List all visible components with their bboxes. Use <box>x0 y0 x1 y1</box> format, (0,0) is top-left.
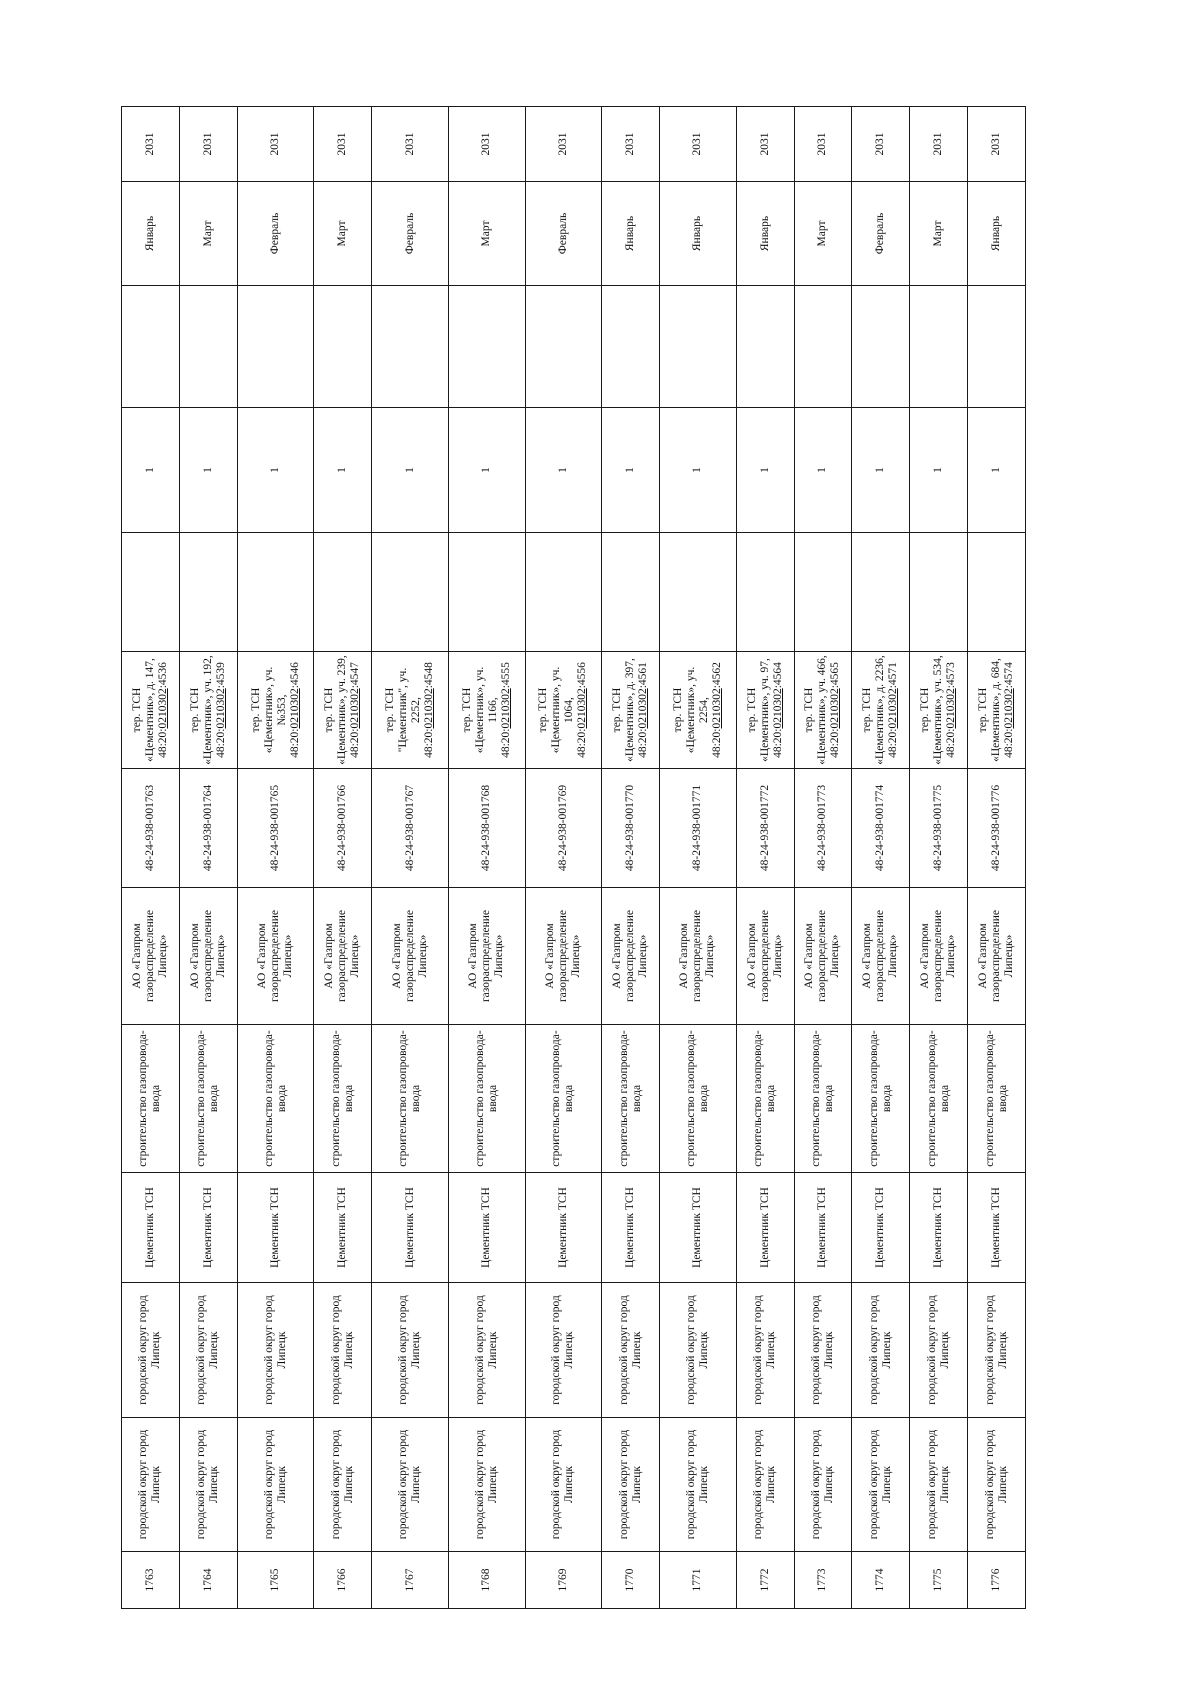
year-cell: 2031 <box>794 107 852 182</box>
address-text: тер. ТСН «Цементник», уч. 192, <box>188 655 214 765</box>
object-code: 48-24-938-001768 <box>480 784 493 872</box>
empty-cell <box>794 286 852 408</box>
organization-cell: АО «Газпром газораспределение Липецк» <box>852 888 910 1025</box>
empty-cell <box>525 533 602 652</box>
cadastral-prefix: 48:20: <box>156 728 169 758</box>
table-row <box>179 107 237 1609</box>
empty-cell <box>852 286 910 408</box>
municipality-cell: городской округ город Липецк <box>602 1283 660 1418</box>
month-cell: Март <box>910 182 968 286</box>
organization-cell: АО «Газпром газораспределение Липецк» <box>314 888 372 1025</box>
cadastral-number <box>637 662 649 758</box>
object-code-cell <box>736 769 794 888</box>
row-number-cell: 1772 <box>736 1552 794 1609</box>
municipality-cell: городской округ город Липецк <box>852 1283 910 1418</box>
cadastral-number <box>772 662 784 758</box>
work-type-cell: строительство газопровода-ввода <box>372 1025 449 1173</box>
work-type-cell: строительство газопровода-ввода <box>794 1025 852 1173</box>
object-code-cell <box>852 769 910 888</box>
empty-cell <box>179 286 237 408</box>
municipal-district-cell: городской округ город Липецк <box>179 1418 237 1552</box>
municipal-district-cell: городской округ город Липецк <box>736 1418 794 1552</box>
organization-cell: АО «Газпром газораспределение Липецк» <box>736 888 794 1025</box>
object-code: 48-24-938-001766 <box>336 784 349 872</box>
empty-cell <box>237 533 314 652</box>
cadastral-number <box>576 662 588 758</box>
row-number-cell: 1764 <box>179 1552 237 1609</box>
table-row <box>448 107 525 1609</box>
settlement-cell: Цементник ТСН <box>910 1173 968 1283</box>
empty-cell <box>910 533 968 652</box>
work-type-cell: строительство газопровода-ввода <box>525 1025 602 1173</box>
cadastral-block: 0210302 <box>887 688 900 729</box>
table-row <box>794 107 852 1609</box>
municipality-cell: городской округ город Липецк <box>525 1283 602 1418</box>
year-cell: 2031 <box>448 107 525 182</box>
row-number-cell: 1771 <box>660 1552 737 1609</box>
cadastral-prefix: 48:20: <box>349 728 362 758</box>
empty-cell <box>968 533 1026 652</box>
year-cell: 2031 <box>372 107 449 182</box>
cadastral-suffix: :4571 <box>887 662 900 689</box>
address-text: тер. ТСН «Цементник», уч. 2254, <box>671 666 710 754</box>
month-cell: Январь <box>968 182 1026 286</box>
settlement-cell: Цементник ТСН <box>448 1173 525 1283</box>
address-text: тер. ТСН "Цементник", уч. 2252, <box>384 667 423 753</box>
municipality-cell: городской округ город Липецк <box>910 1283 968 1418</box>
row-number-cell: 1769 <box>525 1552 602 1609</box>
object-code: 48-24-938-001763 <box>143 784 156 872</box>
year-cell: 2031 <box>910 107 968 182</box>
municipal-district-cell: городской округ город Липецк <box>448 1418 525 1552</box>
cadastral-prefix: 48:20: <box>214 728 227 758</box>
address-cell <box>910 652 968 769</box>
address-cell <box>122 652 180 769</box>
address-cell <box>794 652 852 769</box>
cadastral-number <box>1003 662 1015 758</box>
organization-cell: АО «Газпром газораспределение Липецк» <box>372 888 449 1025</box>
empty-cell <box>910 286 968 408</box>
empty-cell <box>602 286 660 408</box>
cadastral-suffix: :4539 <box>214 662 227 689</box>
settlement-cell: Цементник ТСН <box>852 1173 910 1283</box>
table-row <box>602 107 660 1609</box>
table-row <box>852 107 910 1609</box>
municipality-cell: городской округ город Липецк <box>448 1283 525 1418</box>
organization-cell: АО «Газпром газораспределение Липецк» <box>179 888 237 1025</box>
empty-cell <box>660 533 737 652</box>
cadastral-suffix: :4561 <box>637 662 650 689</box>
organization-cell: АО «Газпром газораспределение Липецк» <box>525 888 602 1025</box>
cadastral-block: 0210302 <box>156 688 169 729</box>
object-code: 48-24-938-001773 <box>816 784 829 872</box>
settlement-cell: Цементник ТСН <box>602 1173 660 1283</box>
work-type-cell: строительство газопровода-ввода <box>314 1025 372 1173</box>
address-text: тер. ТСН «Цементник», д. 147, <box>130 658 156 762</box>
empty-cell <box>968 286 1026 408</box>
empty-cell <box>314 533 372 652</box>
settlement-cell: Цементник ТСН <box>122 1173 180 1283</box>
table-body <box>122 107 1026 1609</box>
table-row <box>314 107 372 1609</box>
quantity-cell: 1 <box>525 408 602 533</box>
cadastral-suffix: :4573 <box>945 662 958 689</box>
address-text: тер. ТСН «Цементник», уч. 1064, <box>537 666 576 754</box>
year-cell: 2031 <box>525 107 602 182</box>
cadastral-prefix: 48:20: <box>710 728 723 758</box>
object-code-cell <box>910 769 968 888</box>
table-row <box>660 107 737 1609</box>
object-code-cell <box>122 769 180 888</box>
row-number-cell: 1776 <box>968 1552 1026 1609</box>
year-cell: 2031 <box>968 107 1026 182</box>
empty-cell <box>314 286 372 408</box>
year-cell: 2031 <box>314 107 372 182</box>
empty-cell <box>794 533 852 652</box>
row-number-cell: 1770 <box>602 1552 660 1609</box>
object-code: 48-24-938-001774 <box>874 784 887 872</box>
row-number-cell: 1767 <box>372 1552 449 1609</box>
address-cell <box>852 652 910 769</box>
object-code: 48-24-938-001764 <box>201 784 214 872</box>
settlement-cell: Цементник ТСН <box>179 1173 237 1283</box>
object-code: 48-24-938-001767 <box>403 784 416 872</box>
object-code-cell <box>314 769 372 888</box>
object-code: 48-24-938-001776 <box>990 784 1003 872</box>
address-cell <box>448 652 525 769</box>
month-cell: Январь <box>736 182 794 286</box>
month-cell: Февраль <box>525 182 602 286</box>
cadastral-suffix: :4555 <box>499 662 512 689</box>
month-cell: Февраль <box>237 182 314 286</box>
municipal-district-cell: городской округ город Липецк <box>372 1418 449 1552</box>
settlement-cell: Цементник ТСН <box>525 1173 602 1283</box>
empty-cell <box>602 533 660 652</box>
municipality-cell: городской округ город Липецк <box>660 1283 737 1418</box>
empty-cell <box>372 286 449 408</box>
month-cell: Февраль <box>372 182 449 286</box>
cadastral-suffix: :4546 <box>288 662 301 689</box>
year-cell: 2031 <box>179 107 237 182</box>
month-cell: Март <box>794 182 852 286</box>
address-text: тер. ТСН «Цементник», уч. 534, <box>919 655 945 765</box>
cadastral-number <box>215 662 227 758</box>
cadastral-block: 0210302 <box>349 688 362 729</box>
cadastral-number <box>500 662 512 758</box>
work-type-cell: строительство газопровода-ввода <box>602 1025 660 1173</box>
row-number-cell: 1766 <box>314 1552 372 1609</box>
month-cell: Март <box>314 182 372 286</box>
settlement-cell: Цементник ТСН <box>794 1173 852 1283</box>
table-row <box>122 107 180 1609</box>
cadastral-block: 0210302 <box>637 688 650 729</box>
year-cell: 2031 <box>602 107 660 182</box>
address-cell <box>372 652 449 769</box>
address-cell <box>525 652 602 769</box>
cadastral-block: 0210302 <box>945 688 958 729</box>
cadastral-suffix: :4547 <box>349 662 362 689</box>
object-code-cell <box>179 769 237 888</box>
settlement-cell: Цементник ТСН <box>372 1173 449 1283</box>
object-code: 48-24-938-001765 <box>269 784 282 872</box>
table-row <box>736 107 794 1609</box>
address-text: тер. ТСН «Цементник», д. 684, <box>977 658 1003 762</box>
cadastral-block: 0210302 <box>499 688 512 729</box>
object-code-cell <box>237 769 314 888</box>
month-cell: Январь <box>122 182 180 286</box>
cadastral-number <box>289 662 301 758</box>
address-text: тер. ТСН «Цементник», уч. 239, <box>323 655 349 765</box>
cadastral-prefix: 48:20: <box>771 728 784 758</box>
cadastral-number <box>887 662 899 758</box>
cadastral-suffix: :4536 <box>156 662 169 689</box>
address-cell <box>314 652 372 769</box>
organization-cell: АО «Газпром газораспределение Липецк» <box>122 888 180 1025</box>
row-number-cell: 1763 <box>122 1552 180 1609</box>
cadastral-block: 0210302 <box>710 688 723 729</box>
cadastral-block: 0210302 <box>576 688 589 729</box>
cadastral-number <box>157 662 169 758</box>
organization-cell: АО «Газпром газораспределение Липецк» <box>602 888 660 1025</box>
year-cell: 2031 <box>237 107 314 182</box>
quantity-cell: 1 <box>122 408 180 533</box>
table-row <box>968 107 1026 1609</box>
object-code-cell <box>525 769 602 888</box>
municipality-cell: городской округ город Липецк <box>122 1283 180 1418</box>
settlement-cell: Цементник ТСН <box>968 1173 1026 1283</box>
cadastral-block: 0210302 <box>829 688 842 729</box>
cadastral-suffix: :4556 <box>576 662 589 689</box>
organization-cell: АО «Газпром газораспределение Липецк» <box>910 888 968 1025</box>
rotated-table-frame <box>121 132 1026 1609</box>
empty-cell <box>736 533 794 652</box>
quantity-cell: 1 <box>237 408 314 533</box>
work-type-cell: строительство газопровода-ввода <box>122 1025 180 1173</box>
cadastral-prefix: 48:20: <box>637 728 650 758</box>
work-type-cell: строительство газопровода-ввода <box>968 1025 1026 1173</box>
municipal-district-cell: городской округ город Липецк <box>237 1418 314 1552</box>
empty-cell <box>372 533 449 652</box>
address-cell <box>736 652 794 769</box>
address-text: тер. ТСН «Цементник», уч. №353, <box>249 666 288 754</box>
year-cell: 2031 <box>122 107 180 182</box>
row-number-cell: 1773 <box>794 1552 852 1609</box>
row-number-cell: 1765 <box>237 1552 314 1609</box>
object-code: 48-24-938-001771 <box>691 784 704 872</box>
quantity-cell: 1 <box>852 408 910 533</box>
municipal-district-cell: городской округ город Липецк <box>910 1418 968 1552</box>
cadastral-number <box>829 662 841 758</box>
cadastral-suffix: :4574 <box>1003 662 1016 689</box>
cadastral-number <box>423 662 435 758</box>
settlement-cell: Цементник ТСН <box>314 1173 372 1283</box>
municipal-district-cell: городской округ город Липецк <box>968 1418 1026 1552</box>
empty-cell <box>660 286 737 408</box>
cadastral-block: 0210302 <box>771 688 784 729</box>
table-row <box>910 107 968 1609</box>
municipal-district-cell: городской округ город Липецк <box>602 1418 660 1552</box>
work-type-cell: строительство газопровода-ввода <box>736 1025 794 1173</box>
object-code-cell <box>794 769 852 888</box>
object-code: 48-24-938-001770 <box>624 784 637 872</box>
object-code: 48-24-938-001772 <box>758 784 771 872</box>
empty-cell <box>852 533 910 652</box>
table-row <box>525 107 602 1609</box>
year-cell: 2031 <box>736 107 794 182</box>
quantity-cell: 1 <box>602 408 660 533</box>
month-cell: Март <box>448 182 525 286</box>
municipality-cell: городской округ город Липецк <box>736 1283 794 1418</box>
row-number-cell: 1774 <box>852 1552 910 1609</box>
address-cell <box>179 652 237 769</box>
quantity-cell: 1 <box>794 408 852 533</box>
address-text: тер. ТСН «Цементник», д. 2236, <box>861 655 887 765</box>
address-text: тер. ТСН «Цементник», д. 397, <box>611 658 637 762</box>
row-number-cell: 1775 <box>910 1552 968 1609</box>
cadastral-number <box>945 662 957 758</box>
work-type-cell: строительство газопровода-ввода <box>660 1025 737 1173</box>
empty-cell <box>525 286 602 408</box>
address-text: тер. ТСН «Цементник», уч. 1166, <box>460 666 499 754</box>
object-code: 48-24-938-001769 <box>556 784 569 872</box>
empty-cell <box>237 286 314 408</box>
organization-cell: АО «Газпром газораспределение Липецк» <box>794 888 852 1025</box>
cadastral-prefix: 48:20: <box>423 728 436 758</box>
work-type-cell: строительство газопровода-ввода <box>448 1025 525 1173</box>
settlement-cell: Цементник ТСН <box>660 1173 737 1283</box>
cadastral-suffix: :4565 <box>829 662 842 689</box>
cadastral-prefix: 48:20: <box>887 728 900 758</box>
gas-connection-register-table <box>121 106 1026 1609</box>
municipal-district-cell: городской округ город Липецк <box>660 1418 737 1552</box>
month-cell: Февраль <box>852 182 910 286</box>
cadastral-block: 0210302 <box>288 688 301 729</box>
organization-cell: АО «Газпром газораспределение Липецк» <box>237 888 314 1025</box>
quantity-cell: 1 <box>660 408 737 533</box>
object-code: 48-24-938-001775 <box>932 784 945 872</box>
year-cell: 2031 <box>852 107 910 182</box>
cadastral-suffix: :4548 <box>423 662 436 689</box>
address-cell <box>660 652 737 769</box>
municipal-district-cell: городской округ город Липецк <box>525 1418 602 1552</box>
address-text: тер. ТСН «Цементник», уч. 466, <box>803 655 829 765</box>
work-type-cell: строительство газопровода-ввода <box>852 1025 910 1173</box>
empty-cell <box>448 286 525 408</box>
month-cell: Январь <box>660 182 737 286</box>
quantity-cell: 1 <box>372 408 449 533</box>
work-type-cell: строительство газопровода-ввода <box>179 1025 237 1173</box>
organization-cell: АО «Газпром газораспределение Липецк» <box>660 888 737 1025</box>
quantity-cell: 1 <box>968 408 1026 533</box>
address-cell <box>602 652 660 769</box>
quantity-cell: 1 <box>314 408 372 533</box>
cadastral-prefix: 48:20: <box>499 728 512 758</box>
cadastral-prefix: 48:20: <box>945 728 958 758</box>
municipality-cell: городской округ город Липецк <box>237 1283 314 1418</box>
empty-cell <box>179 533 237 652</box>
municipal-district-cell: городской округ город Липецк <box>794 1418 852 1552</box>
municipality-cell: городской округ город Липецк <box>372 1283 449 1418</box>
municipal-district-cell: городской округ город Липецк <box>314 1418 372 1552</box>
address-text: тер. ТСН «Цементник», уч. 97, <box>745 658 771 762</box>
cadastral-prefix: 48:20: <box>1003 728 1016 758</box>
quantity-cell: 1 <box>448 408 525 533</box>
month-cell: Март <box>179 182 237 286</box>
cadastral-block: 0210302 <box>423 688 436 729</box>
work-type-cell: строительство газопровода-ввода <box>237 1025 314 1173</box>
organization-cell: АО «Газпром газораспределение Липецк» <box>968 888 1026 1025</box>
address-cell <box>237 652 314 769</box>
quantity-cell: 1 <box>736 408 794 533</box>
row-number-cell: 1768 <box>448 1552 525 1609</box>
municipal-district-cell: городской округ город Липецк <box>852 1418 910 1552</box>
cadastral-prefix: 48:20: <box>288 728 301 758</box>
empty-cell <box>122 533 180 652</box>
cadastral-suffix: :4562 <box>710 662 723 689</box>
settlement-cell: Цементник ТСН <box>237 1173 314 1283</box>
municipality-cell: городской округ город Липецк <box>314 1283 372 1418</box>
table-row <box>372 107 449 1609</box>
municipality-cell: городской округ город Липецк <box>179 1283 237 1418</box>
empty-cell <box>448 533 525 652</box>
cadastral-block: 0210302 <box>1003 688 1016 729</box>
work-type-cell: строительство газопровода-ввода <box>910 1025 968 1173</box>
object-code-cell <box>448 769 525 888</box>
cadastral-suffix: :4564 <box>771 662 784 689</box>
object-code-cell <box>660 769 737 888</box>
municipality-cell: городской округ город Липецк <box>968 1283 1026 1418</box>
address-cell <box>968 652 1026 769</box>
object-code-cell <box>372 769 449 888</box>
quantity-cell: 1 <box>910 408 968 533</box>
cadastral-number <box>711 662 723 758</box>
cadastral-prefix: 48:20: <box>576 728 589 758</box>
municipality-cell: городской округ город Липецк <box>794 1283 852 1418</box>
year-cell: 2031 <box>660 107 737 182</box>
empty-cell <box>122 286 180 408</box>
quantity-cell: 1 <box>179 408 237 533</box>
empty-cell <box>736 286 794 408</box>
object-code-cell <box>968 769 1026 888</box>
cadastral-number <box>349 662 361 758</box>
month-cell: Январь <box>602 182 660 286</box>
object-code-cell <box>602 769 660 888</box>
municipal-district-cell: городской округ город Липецк <box>122 1418 180 1552</box>
cadastral-prefix: 48:20: <box>829 728 842 758</box>
cadastral-block: 0210302 <box>214 688 227 729</box>
table-row <box>237 107 314 1609</box>
settlement-cell: Цементник ТСН <box>736 1173 794 1283</box>
organization-cell: АО «Газпром газораспределение Липецк» <box>448 888 525 1025</box>
